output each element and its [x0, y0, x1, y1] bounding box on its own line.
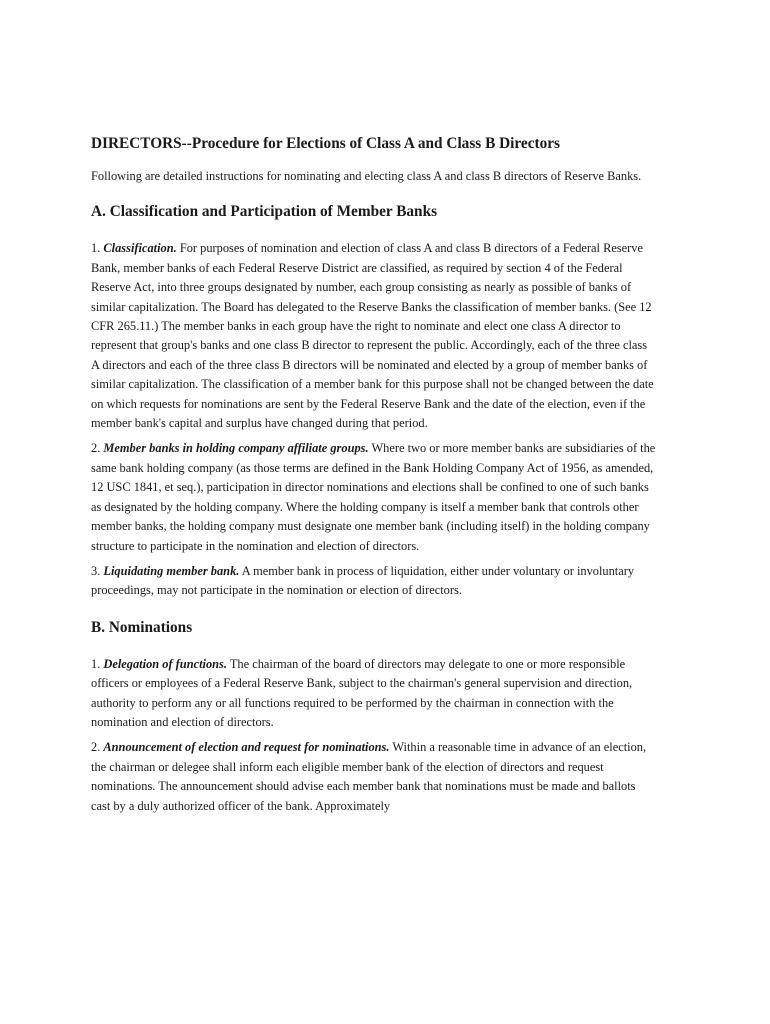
paragraph-b2 [91, 738, 657, 816]
paragraph-text: For purposes of nomination and election of class A and class B directors of a Federal Reserve Bank, member banks of each Federal Reserve District are classified, as required by section 4 of the Federal Reserve Act, into three groups designated by number, each group consisting as nearly as possible of banks of similar capitalization. The Board has delegated to the Reserve Banks the classification of member banks. (See 12 CFR 265.11.) The member banks in each group have the right to nominate and elect one class A director to represent that group's banks and one class B director to represent the public. Accordingly, each of the three class A directors and each of the three class B directors will be nominated and elected by a group of member banks of similar capitalization. The classification of a member bank for this purpose shall not be changed between the date on which requests for nominations are sent by the Federal Reserve Bank and the date of the election, even if the member bank's capital and surplus have changed during that period. [91, 241, 654, 431]
paragraph-text: The chairman of the board of directors may delegate to one or more responsible officers or employees of a Federal Reserve Bank, subject to the chairman's general supervision and direction, authority to perform any or all functions required to be performed by the chairman in connection with the nomination and election of directors. [91, 656, 633, 729]
paragraph-text: Where two or more member banks are subsidiaries of the same bank holding company (as those terms are defined in the Bank Holding Company Act of 1956, as amended, 12 USC 1841, et seq.), participation in director nominations and elections shall be confined to one of such banks as designated by the holding company. Where the holding company is itself a member bank that controls other member banks, the holding company must designate one member bank (including itself) in the holding company structure to participate in the nomination and election of directors. [91, 441, 656, 553]
paragraph-a1 [91, 239, 657, 433]
document-page [91, 133, 657, 816]
paragraph-a3 [91, 562, 657, 601]
paragraph-term: Member banks in holding company affiliate groups. [103, 441, 369, 456]
paragraph-number: 1. [91, 656, 101, 671]
section-heading-a: A. Classification and Participation of Member Banks [91, 203, 438, 221]
paragraph-term: Announcement of election and request for nominations. [103, 740, 390, 755]
paragraph-number: 2. [91, 441, 101, 456]
paragraph-number: 3. [91, 563, 101, 578]
paragraph-term: Delegation of functions. [103, 656, 227, 671]
section-heading-b: B. Nominations [91, 618, 193, 636]
paragraph-term: Classification. [103, 241, 177, 256]
document-title: DIRECTORS--Procedure for Elections of Class A and Class B Directors [91, 135, 560, 152]
paragraph-number: 2. [91, 740, 101, 755]
paragraph-text: Within a reasonable time in advance of an election, the chairman or delegee shall inform each eligible member bank of the election of directors and request nominations. The announcement should advise each member bank that nominations must be made and ballots cast by a duly authorized officer of the bank. Approximately [91, 740, 647, 813]
paragraph-number: 1. [91, 241, 101, 256]
paragraph-a2 [91, 439, 657, 555]
paragraph-term: Liquidating member bank. [103, 563, 240, 578]
intro-paragraph: Following are detailed instructions for nominating and electing class A and class B directors of Reserve Banks. [91, 169, 642, 183]
paragraph-text: A member bank in process of liquidation, either under voluntary or involuntary proceedings, may not participate in the nomination or election of directors. [91, 563, 635, 598]
paragraph-b1 [91, 655, 657, 733]
